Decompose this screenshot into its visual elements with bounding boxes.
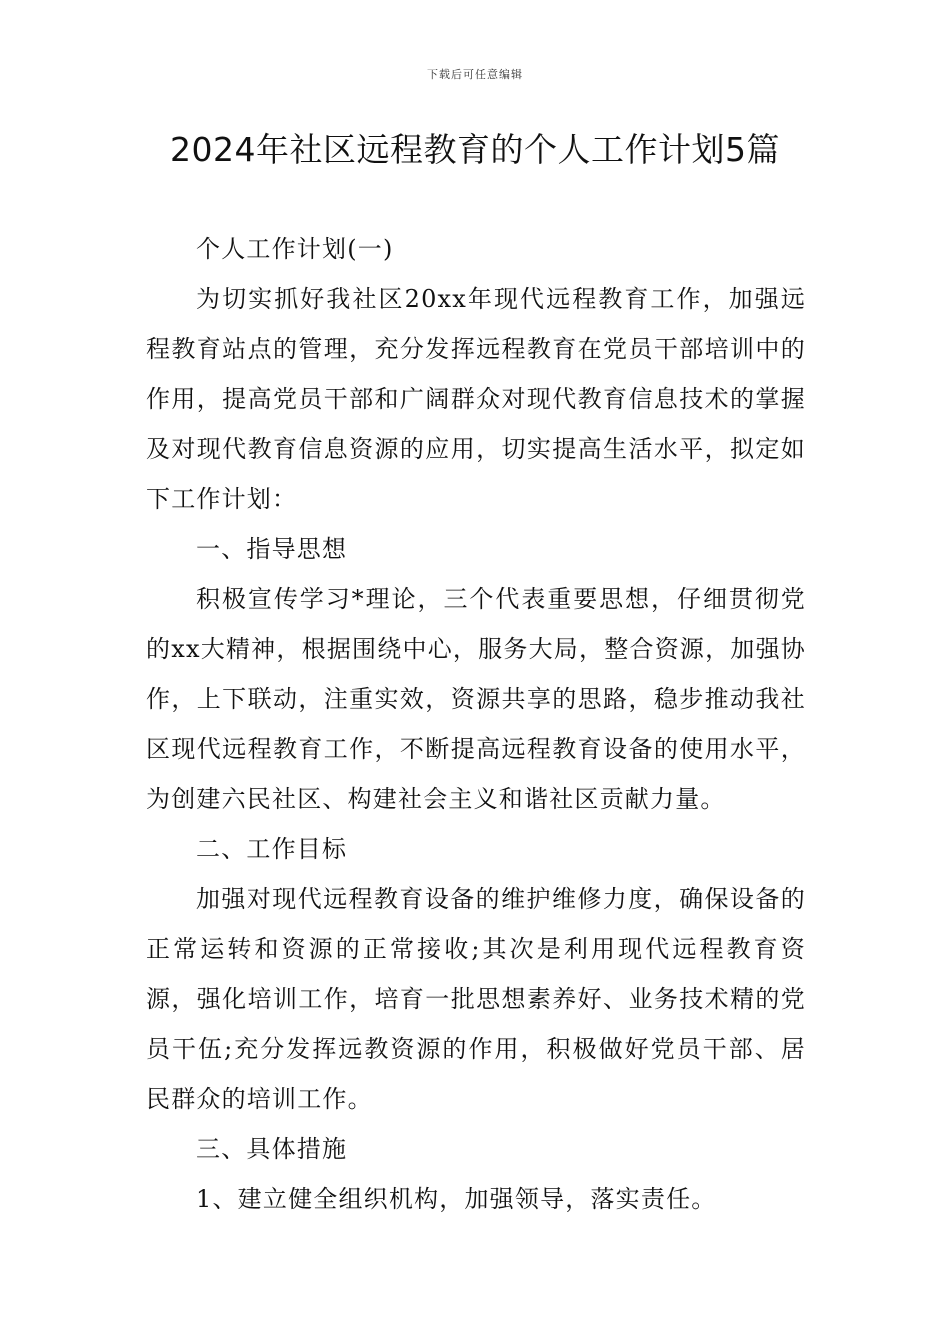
section-heading-plan-one: 个人工作计划(一) xyxy=(196,235,394,263)
section-heading-work-goals: 二、工作目标 xyxy=(196,835,348,863)
document-body xyxy=(146,224,806,1224)
section-heading-specific-measures: 三、具体措施 xyxy=(196,1135,348,1163)
section-heading-guiding-ideology: 一、指导思想 xyxy=(196,535,348,563)
paragraph-guiding-ideology: 积极宣传学习*理论，三个代表重要思想，仔细贯彻党的xx大精神，根据围绕中心，服务大局，整合资源，加强协作，上下联动，注重实效，资源共享的思路，稳步推动我社区现代远程教育工作，不断提高远程教育设备的使用水平，为创建六民社区、构建社会主义和谐社区贡献力量。 xyxy=(146,585,806,813)
paragraph-measure-one: 1、建立健全组织机构，加强领导，落实责任。 xyxy=(196,1185,717,1213)
document-title: 2024年社区远程教育的个人工作计划5篇 xyxy=(170,130,780,169)
header-note: 下载后可任意编辑 xyxy=(427,68,523,81)
paragraph-intro: 为切实抓好我社区20xx年现代远程教育工作，加强远程教育站点的管理，充分发挥远程教育在党员干部培训中的作用，提高党员干部和广阔群众对现代教育信息技术的掌握及对现代教育信息资源的应用，切实提高生活水平，拟定如下工作计划： xyxy=(146,285,806,513)
paragraph-work-goals: 加强对现代远程教育设备的维护维修力度，确保设备的正常运转和资源的正常接收;其次是利用现代远程教育资源，强化培训工作，培育一批思想素养好、业务技术精的党员干伍;充分发挥远教资源的作用，积极做好党员干部、居民群众的培训工作。 xyxy=(146,885,806,1113)
